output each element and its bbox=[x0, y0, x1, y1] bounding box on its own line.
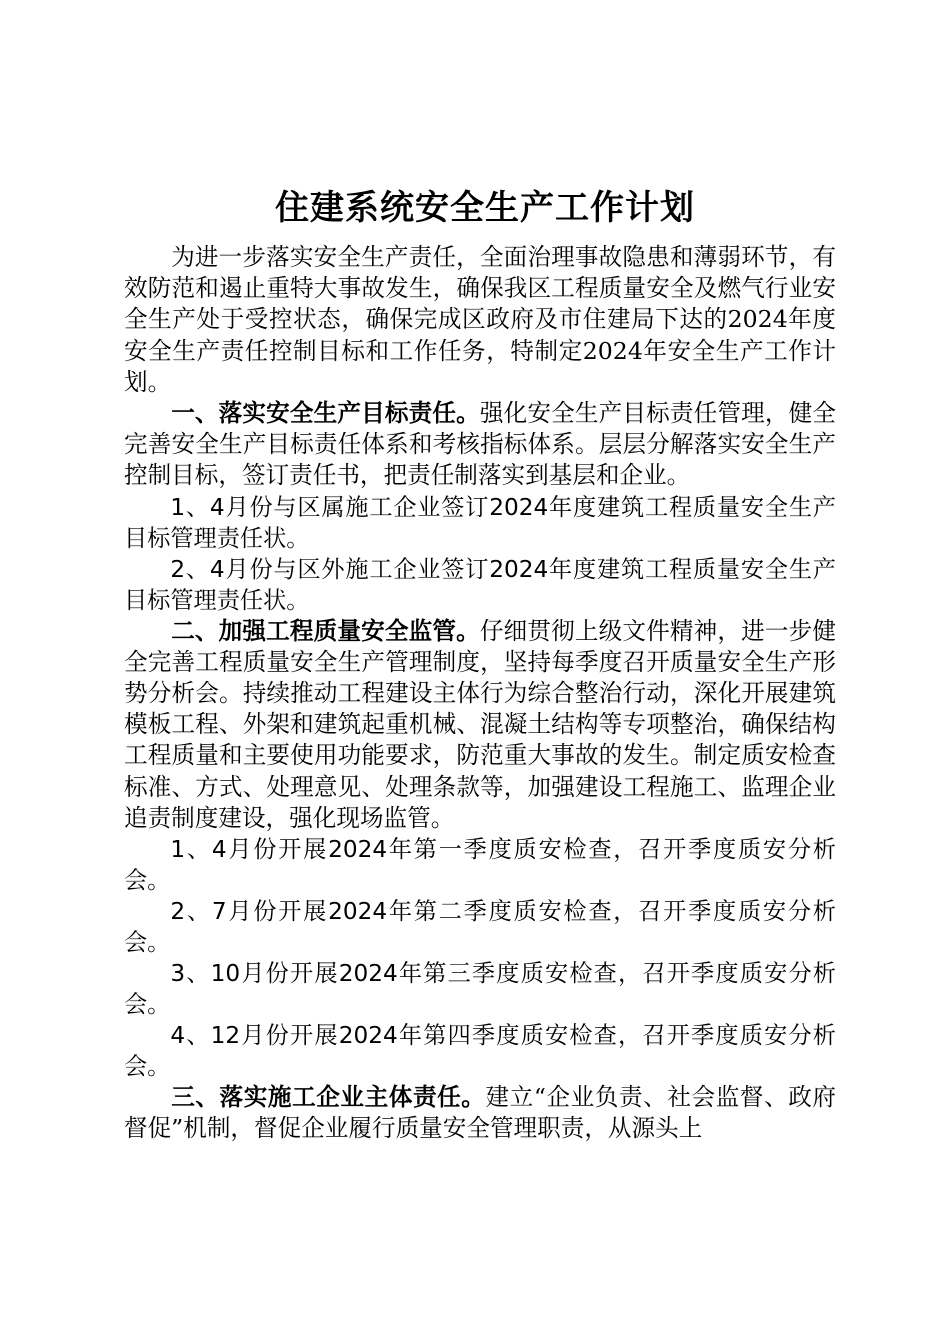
intro-paragraph: 为进一步落实安全生产责任，全面治理事故隐患和薄弱环节，有效防范和遏止重特大事故发生，确保我区工程质量安全及燃气行业安全生产处于受控状态，确保完成区政府及市住建局下达的2024年度安全生产责任控制目标和工作任务，特制定2024年安全生产工作计划。 bbox=[124, 243, 836, 396]
section-2-item-4: 4、12月份开展2024年第四季度质安检查，召开季度质安分析会。 bbox=[124, 1022, 836, 1081]
section-3-body: 建立“企业负责、社会监督、政府督促”机制，督促企业履行质量安全管理职责，从源头上 bbox=[124, 1083, 837, 1143]
section-2-item-1: 1、4月份开展2024年第一季度质安检查，召开季度质安分析会。 bbox=[124, 836, 836, 895]
section-3-paragraph bbox=[124, 1082, 836, 1144]
document-page bbox=[124, 180, 836, 1144]
section-2-item-3: 3、10月份开展2024年第三季度质安检查，召开季度质安分析会。 bbox=[124, 960, 836, 1019]
section-1-paragraph bbox=[124, 398, 836, 492]
section-1-item-2: 2、4月份与区外施工企业签订2024年度建筑工程质量安全生产目标管理责任状。 bbox=[124, 555, 836, 614]
section-2-body: 仔细贯彻上级文件精神，进一步健全完善工程质量安全生产管理制度，坚持每季度召开质量安全生产形势分析会。持续推动工程建设主体行为综合整治行动，深化开展建筑模板工程、外架和建筑起重机械、混凝土结构等专项整治，确保结构工程质量和主要使用功能要求，防范重大事故的发生。制定质安检查标准、方式、处理意见、处理条款等，加强建设工程施工、监理企业追责制度建设，强化现场监管。 bbox=[124, 616, 836, 832]
section-1-heading: 一、落实安全生产目标责任。 bbox=[171, 399, 480, 428]
document-title: 住建系统安全生产工作计划 bbox=[275, 188, 695, 228]
section-2-item-2: 2、7月份开展2024年第二季度质安检查，召开季度质安分析会。 bbox=[124, 898, 836, 957]
section-1-body: 强化安全生产目标责任管理，健全完善安全生产目标责任体系和考核指标体系。层层分解落实安全生产控制目标，签订责任书，把责任制落实到基层和企业。 bbox=[124, 399, 836, 490]
section-1-item-1: 1、4月份与区属施工企业签订2024年度建筑工程质量安全生产目标管理责任状。 bbox=[124, 493, 836, 552]
section-3-heading: 三、落实施工企业主体责任。 bbox=[171, 1083, 486, 1112]
section-2-paragraph bbox=[124, 616, 836, 834]
section-2-heading: 二、加强工程质量安全监管。 bbox=[171, 616, 480, 645]
